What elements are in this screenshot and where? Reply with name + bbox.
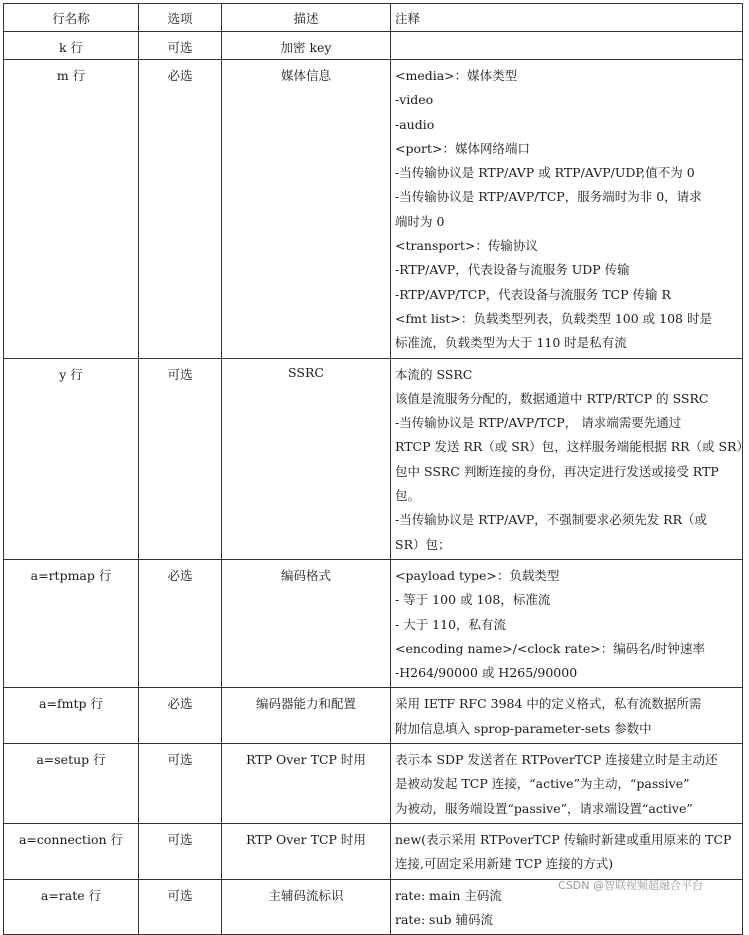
note-line: -video xyxy=(395,92,434,108)
note-line: 是被动发起 TCP 连接，“active”为主动，“passive” xyxy=(395,776,690,792)
note-line: -audio xyxy=(395,116,435,132)
row-notes-cell xyxy=(391,358,749,559)
note-line: 端时为 0 xyxy=(395,213,445,229)
note-line: 包中 SSRC 判断连接的身份，再决定进行发送或接受 RTP xyxy=(395,463,719,479)
row-desc-cell: 主辅码流标识 xyxy=(222,879,391,935)
note-line: rate: sub 辅码流 xyxy=(395,911,493,927)
note-line: 表示本 SDP 发送者在 RTPoverTCP 连接建立时是主动还 xyxy=(395,752,718,768)
row-desc-cell: 媒体信息 xyxy=(222,60,391,359)
row-desc-cell: 编码器能力和配置 xyxy=(222,688,391,744)
note-line: - 大于 110，私有流 xyxy=(395,616,507,632)
row-name-cell: y 行 xyxy=(4,358,139,559)
note-line: 附加信息填入 sprop-parameter-sets 参数中 xyxy=(395,720,652,736)
note-line: <fmt list>：负载类型列表，负载类型 100 或 108 时是 xyxy=(395,310,712,326)
note-line: 标准流，负载类型为大于 110 时是私有流 xyxy=(395,335,627,351)
note-line: 包。 xyxy=(395,488,421,504)
row-notes-cell xyxy=(391,823,743,879)
note-line: <encoding name>/<clock rate>：编码名/时钟速率 xyxy=(395,640,705,656)
table-row xyxy=(4,823,743,879)
note-line: <payload type>：负载类型 xyxy=(395,567,560,583)
row-option-cell: 可选 xyxy=(139,744,222,824)
header-cell: 描述 xyxy=(222,4,391,32)
note-line: rate: main 主码流 xyxy=(395,887,502,903)
note-line: <media>：媒体类型 xyxy=(395,68,518,83)
row-option-cell: 可选 xyxy=(139,358,222,559)
row-name-cell: a=rtpmap 行 xyxy=(4,559,139,687)
note-line: -RTP/AVP/TCP，代表设备与流服务 TCP 传输 R xyxy=(395,286,671,302)
note-line: -当传输协议是 RTP/AVP 或 RTP/AVP/UDP,值不为 0 xyxy=(395,165,695,181)
row-notes-cell xyxy=(391,60,743,359)
note-line: 该值是流服务分配的，数据通道中 RTP/RTCP 的 SSRC xyxy=(395,390,709,406)
row-notes-cell xyxy=(391,744,743,824)
table-row xyxy=(4,688,743,744)
table-body xyxy=(4,32,749,935)
row-option-cell: 可选 xyxy=(139,32,222,60)
row-option-cell: 可选 xyxy=(139,823,222,879)
note-line: new(表示采用 RTPoverTCP 传输时新建或重用原来的 TCP xyxy=(395,831,732,847)
note-line: -当传输协议是 RTP/AVP，不强制要求必须先发 RR（或 xyxy=(395,512,707,528)
row-option-cell: 可选 xyxy=(139,879,222,935)
sdp-fields-table xyxy=(3,3,749,935)
row-desc-cell: SSRC xyxy=(222,358,391,559)
row-desc-cell: RTP Over TCP 时用 xyxy=(222,744,391,824)
row-name-cell: a=setup 行 xyxy=(4,744,139,824)
row-desc-cell: 编码格式 xyxy=(222,559,391,687)
row-option-cell: 必选 xyxy=(139,688,222,744)
note-line: -H264/90000 或 H265/90000 xyxy=(395,665,578,681)
table-row xyxy=(4,358,743,559)
row-name-cell: a=fmtp 行 xyxy=(4,688,139,744)
table-row xyxy=(4,744,743,824)
table-header-row xyxy=(4,4,743,32)
note-line: -当传输协议是 RTP/AVP/TCP， 请求端需要先通过 xyxy=(395,415,682,431)
row-name-cell: a=connection 行 xyxy=(4,823,139,879)
note-line: 连接,可固定采用新建 TCP 连接的方式) xyxy=(395,856,614,872)
row-name-cell: m 行 xyxy=(4,60,139,359)
watermark: CSDN @智联视频超融合平台 xyxy=(558,879,703,892)
header-cell: 行名称 xyxy=(4,4,139,32)
note-line: 为被动，服务端设置“passive”，请求端设置“active” xyxy=(395,800,693,816)
note-line: 采用 IETF RFC 3984 中的定义格式，私有流数据所需 xyxy=(395,696,702,712)
row-name-cell: a=rate 行 xyxy=(4,879,139,935)
row-name-cell: k 行 xyxy=(4,32,139,60)
note-line: <transport>：传输协议 xyxy=(395,238,538,254)
note-line: SR）包； xyxy=(395,536,451,552)
row-notes-cell xyxy=(391,559,743,687)
row-desc-cell: 加密 key xyxy=(222,32,391,60)
row-desc-cell: RTP Over TCP 时用 xyxy=(222,823,391,879)
table-row xyxy=(4,32,743,60)
note-line: -当传输协议是 RTP/AVP/TCP，服务端时为非 0，请求 xyxy=(395,189,702,205)
note-line: 本流的 SSRC xyxy=(395,366,473,382)
row-notes-cell xyxy=(391,32,743,60)
header-cell: 注释 xyxy=(391,4,743,32)
header-cell: 选项 xyxy=(139,4,222,32)
table-row xyxy=(4,60,743,359)
note-line: -RTP/AVP，代表设备与流服务 UDP 传输 xyxy=(395,262,630,278)
note-line: RTCP 发送 RR（或 SR）包，这样服务端能根据 RR（或 SR） xyxy=(395,439,749,455)
row-option-cell: 必选 xyxy=(139,559,222,687)
row-option-cell: 必选 xyxy=(139,60,222,359)
table-row xyxy=(4,559,743,687)
row-notes-cell xyxy=(391,688,743,744)
note-line: - 等于 100 或 108，标准流 xyxy=(395,592,551,608)
note-line: <port>：媒体网络端口 xyxy=(395,140,530,156)
